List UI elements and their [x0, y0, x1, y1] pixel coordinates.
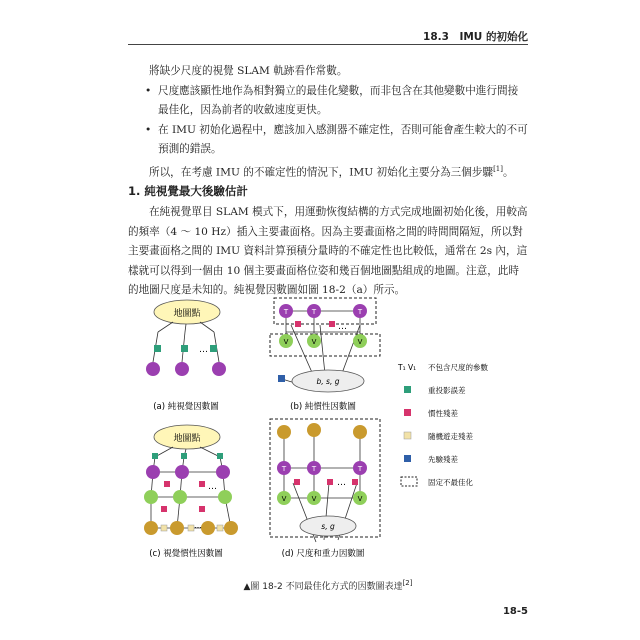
header-rule [128, 44, 528, 45]
legend-label: 隨機遊走殘差 [428, 432, 473, 441]
bullet-dot: • [145, 84, 152, 97]
citation-ref: [1] [493, 164, 503, 173]
legend-label: 重投影誤差 [428, 386, 466, 395]
svg-text:…: … [337, 478, 346, 488]
svg-text:…: … [208, 482, 217, 492]
svg-text:T: T [357, 308, 363, 316]
section-body [128, 203, 528, 301]
svg-text:…: … [194, 521, 202, 530]
reprojection-factor [181, 345, 188, 352]
paragraph: 在純視覺單目 SLAM 模式下，用運動恢復結構的方式完成地圖初始化後，用較高的頻率（4 ～ 10 Hz）插入主要畫面格。因為主要畫面格之間的時間間隔短，所以對主要畫面格之間的 IMU 資料計算預積分量時的不確定性也比較低，通常在 2s 內，這樣就可以得到一個由 10 個主要畫面格位姿和幾百個地圖點組成的地圖。注意，此時的地圖尺度是未知的。純視覺因數圖如圖 18-2（a）所示。 [128, 206, 528, 296]
panel-b [270, 298, 380, 412]
bias-node [224, 521, 238, 535]
bullet-item [128, 82, 528, 121]
legend-swatch [404, 409, 411, 416]
svg-text:T: T [281, 465, 287, 473]
running-header [128, 28, 528, 44]
paragraph: 所以，在考慮 IMU 的不確定性的情況下，IMU 初始化主要分為三個步驟[1]。 [149, 164, 514, 179]
ellipsis: … [199, 345, 208, 355]
svg-text:T: T [311, 308, 317, 316]
pose-node [146, 362, 160, 376]
legend-swatch [404, 432, 411, 439]
legend-swatch [404, 455, 411, 462]
panel-a [146, 300, 226, 412]
figure-caption: ▲圖 18-2 不同最佳化方式的因數圖表達[2] [243, 579, 413, 592]
bias-node [170, 521, 184, 535]
legend-label: 固定不最佳化 [428, 478, 473, 487]
svg-text:V: V [357, 338, 363, 346]
bias-node [201, 521, 215, 535]
legend-label: 慣性殘差 [428, 409, 458, 418]
map-points-label: 地圖點 [173, 309, 201, 319]
pose-node [175, 362, 189, 376]
page-number: 18-5 [502, 606, 528, 617]
panel-c [144, 425, 238, 559]
legend-fixed-vars: T₁ V₁ [398, 363, 417, 372]
factor-graph-figure [128, 292, 528, 577]
pose-node [212, 362, 226, 376]
velocity-node [144, 490, 158, 504]
svg-text:T: T [283, 308, 289, 316]
svg-text:…: … [338, 322, 347, 332]
svg-text:V: V [357, 495, 363, 503]
bullet-item [128, 121, 528, 160]
bullet-text: 在 IMU 初始化過程中，應該加入感測器不確定性，否則可能會產生較大的不可預測的錯誤。 [158, 123, 528, 155]
prior-factor [278, 375, 285, 382]
svg-text:T: T [311, 465, 317, 473]
legend-swatch [401, 477, 417, 486]
map-points-label: 地圖點 [173, 434, 201, 444]
legend-label: 先驗殘差 [428, 455, 458, 464]
pose-node [146, 465, 160, 479]
legend-swatch [404, 386, 411, 393]
subcaption-a: (a) 純視覺因數圖 [153, 402, 219, 412]
legend-label: 不包含尺度的參數 [428, 363, 488, 372]
svg-text:b, s, g: b, s, g [316, 377, 340, 386]
svg-text:T: T [357, 465, 363, 473]
bias-node [144, 521, 158, 535]
svg-text:s, g: s, g [321, 522, 335, 531]
pose-node [175, 465, 189, 479]
reprojection-factor [210, 345, 217, 352]
svg-text:V: V [311, 338, 317, 346]
edges [153, 322, 219, 362]
legend [397, 362, 488, 487]
reprojection-factor [154, 345, 161, 352]
figure-18-2 [128, 292, 528, 592]
intro-text [128, 62, 528, 183]
section-heading: 1. 純視覺最大後驗估計 [128, 184, 248, 198]
pose-node [216, 465, 230, 479]
subcaption-b: (b) 純慣性因數圖 [290, 402, 356, 412]
inertial-factor [329, 321, 335, 327]
citation-ref: [2] [402, 579, 413, 587]
panel-d [270, 419, 380, 559]
velocity-node [173, 490, 187, 504]
subcaption-c: (c) 視覺慣性因數圖 [149, 549, 223, 559]
velocity-node [218, 490, 232, 504]
bullet-text: 尺度應該顯性地作為相對獨立的最佳化變數，而非包含在其他變數中進行間接最佳化，因為前者的收斂速度更快。 [158, 84, 519, 116]
header-title: 18.3 IMU 的初始化 [423, 31, 528, 43]
svg-text:V: V [311, 495, 317, 503]
svg-text:V: V [283, 338, 289, 346]
inertial-factor [295, 321, 301, 327]
paragraph: 將缺少尺度的視覺 SLAM 軌跡看作常數。 [149, 65, 348, 77]
subcaption-d: (d) 尺度和重力因數圖 [281, 549, 365, 559]
bullet-dot: • [145, 123, 152, 136]
svg-text:V: V [281, 495, 287, 503]
edges [151, 447, 231, 528]
